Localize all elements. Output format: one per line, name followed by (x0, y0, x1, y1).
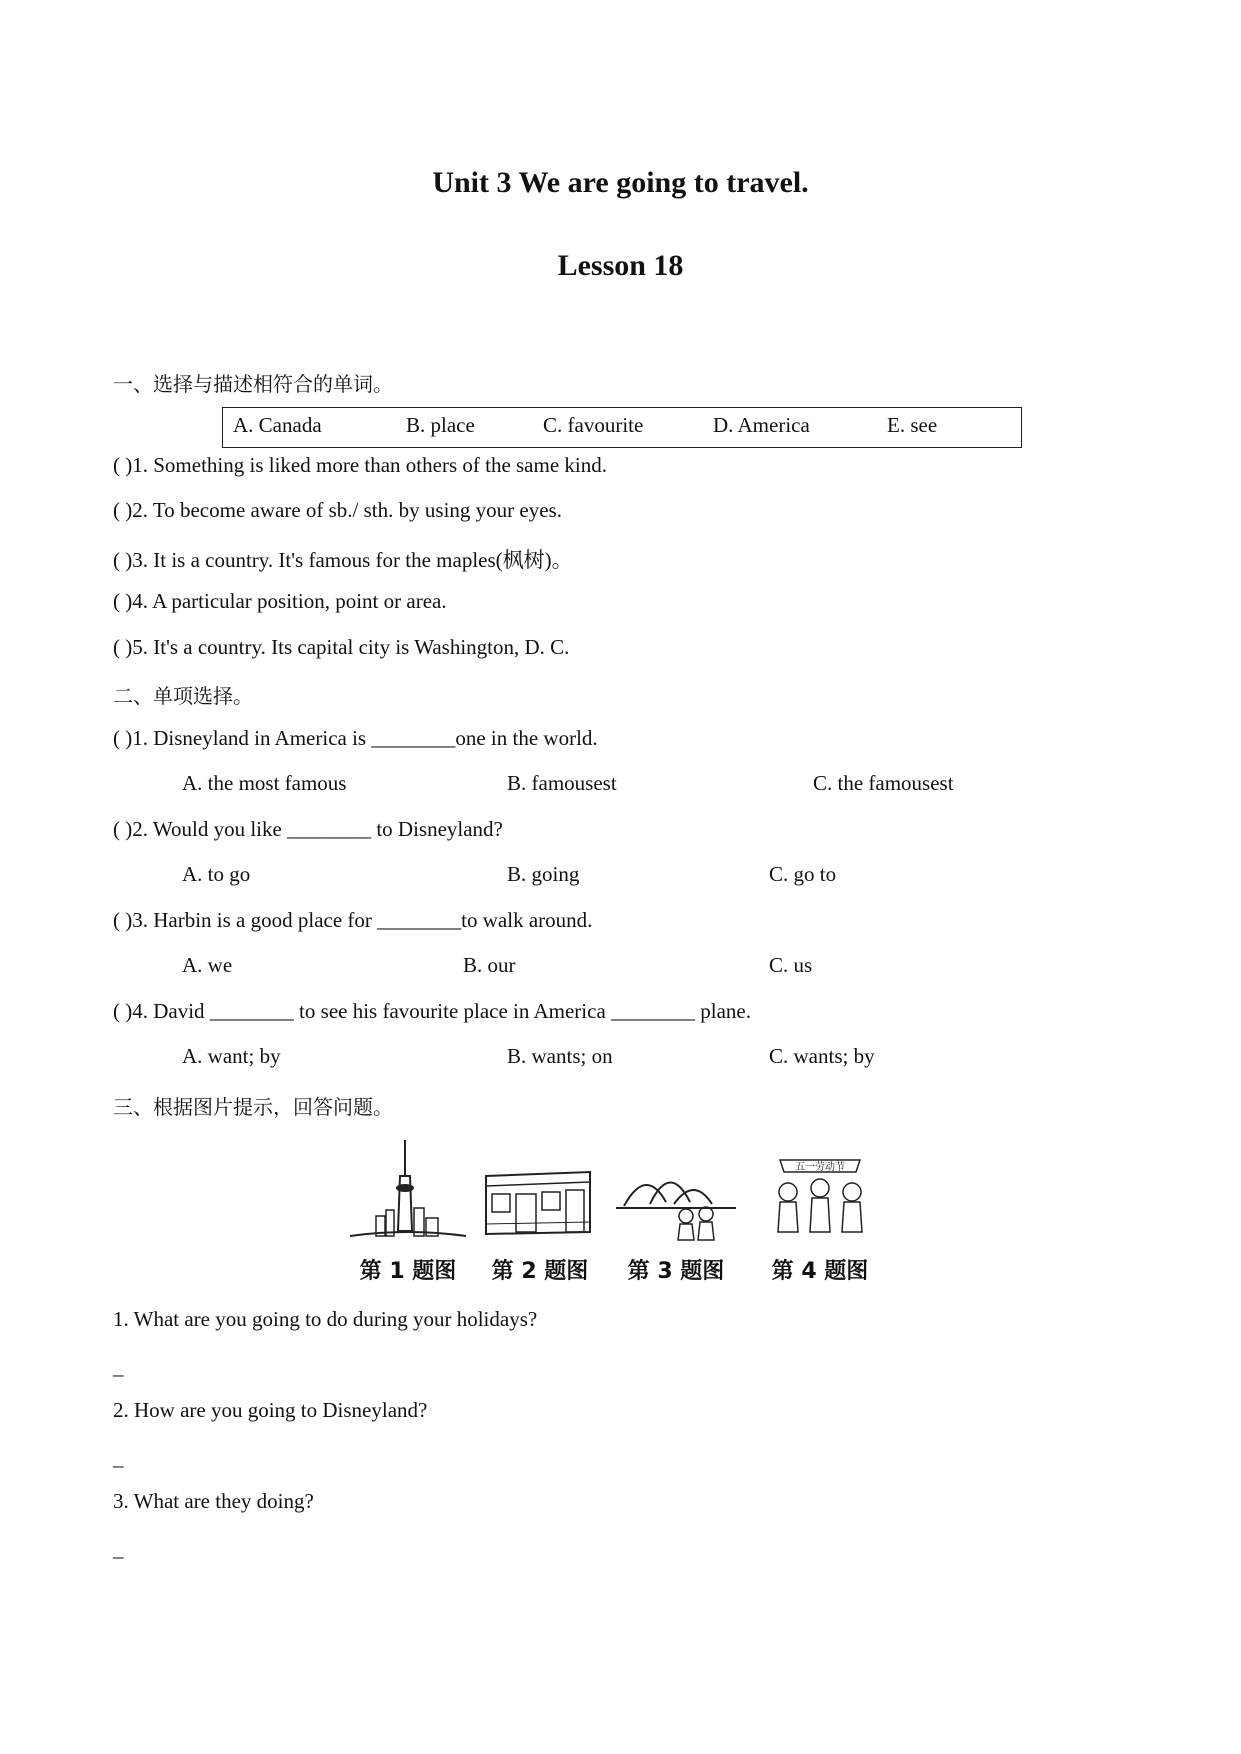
part3-question: 2. How are you going to Disneyland? (113, 1398, 428, 1422)
mc-question-stem: ( )2. Would you like ________ to Disneyland? (113, 817, 503, 841)
word-option: B. place (406, 413, 475, 437)
part1-question: ( )3. It is a country. It's famous for the maples(枫树)。 (113, 548, 573, 572)
part1-question: ( )2. To become aware of sb./ sth. by using your eyes. (113, 498, 562, 522)
mc-choice-b: B. wants; on (507, 1044, 613, 1068)
picture-caption: 第 1 题图 (359, 1259, 457, 1284)
word-option: A. Canada (233, 413, 322, 437)
part3-heading: 三、根据图片提示，回答问题。 (113, 1095, 393, 1119)
mc-choice-b: B. going (507, 862, 580, 886)
buildings-illustration (480, 1136, 600, 1256)
mc-choice-c: C. the famousest (813, 771, 954, 795)
word-option: D. America (713, 413, 810, 437)
labor-day-workers-illustration (760, 1136, 880, 1256)
picture-caption: 第 3 题图 (627, 1259, 725, 1284)
part1-heading: 一、选择与描述相符合的单词。 (113, 372, 393, 396)
page-subtitle: Lesson 18 (557, 249, 684, 282)
tv-tower-illustration (348, 1136, 468, 1256)
mc-choice-a: A. the most famous (182, 771, 347, 795)
page-title: Unit 3 We are going to travel. (432, 166, 809, 199)
mc-question-stem: ( )4. David ________ to see his favourite place in America ________ plane. (113, 999, 751, 1023)
mc-choice-c: C. wants; by (769, 1044, 875, 1068)
part1-question: ( )5. It's a country. Its capital city is Washington, D. C. (113, 635, 570, 659)
mc-choice-c: C. us (769, 953, 813, 977)
mc-question-stem: ( )3. Harbin is a good place for ________to walk around. (113, 908, 593, 932)
mc-choice-a: A. we (182, 953, 233, 977)
mc-choice-a: A. want; by (182, 1044, 281, 1068)
mc-choice-b: B. our (463, 953, 516, 977)
part3-question: 3. What are they doing? (113, 1489, 314, 1513)
mc-choice-a: A. to go (182, 862, 251, 886)
picture-caption: 第 4 题图 (771, 1259, 869, 1284)
word-option: C. favourite (543, 413, 644, 437)
picture-caption: 第 2 题图 (491, 1259, 589, 1284)
part1-question: ( )1. Something is liked more than others of the same kind. (113, 453, 607, 477)
part2-heading: 二、单项选择。 (113, 684, 253, 708)
answer-blank[interactable]: _ (113, 1537, 124, 1561)
word-bank (222, 407, 1022, 448)
picture-prompts (348, 1136, 888, 1286)
mc-choice-c: C. go to (769, 862, 837, 886)
mc-choice-b: B. famousest (507, 771, 617, 795)
word-option: E. see (887, 413, 938, 437)
part1-question: ( )4. A particular position, point or area. (113, 589, 447, 613)
opera-house-illustration (616, 1136, 736, 1256)
banner-text: 五一劳动节 (795, 1162, 845, 1173)
answer-blank[interactable]: _ (113, 1446, 124, 1470)
part3-question: 1. What are you going to do during your holidays? (113, 1307, 538, 1331)
answer-blank[interactable]: _ (113, 1355, 124, 1379)
mc-question-stem: ( )1. Disneyland in America is ________one in the world. (113, 726, 598, 750)
